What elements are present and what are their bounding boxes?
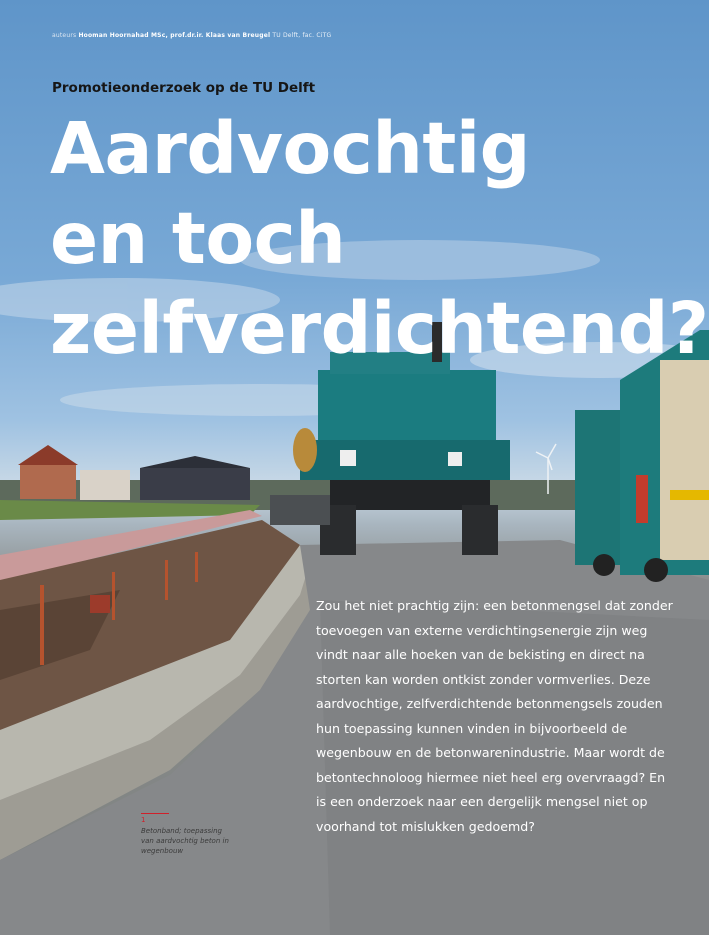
figure-number: 1 (141, 813, 169, 824)
kicker: Promotieonderzoek op de TU Delft (52, 80, 316, 96)
byline-affiliation: TU Delft, fac. CiTG (272, 32, 332, 39)
byline-label: auteurs (52, 32, 77, 39)
article-title (50, 104, 709, 374)
title-line: en toch (50, 197, 346, 280)
title-line: Aardvochtig (50, 107, 530, 190)
byline (52, 32, 331, 39)
figure-caption: Betonband; toepassing van aardvochtig beton in wegenbouw (141, 827, 229, 855)
lead-paragraph: Zou het niet prachtig zijn: een betonmengsel dat zonder toevoegen van externe verdichtingsenergie zijn weg vindt naar alle hoeken van de bekisting en direct na storten kan worden ontkist zonder vormverlies. Deze aardvochtige, zelfverdichtende betonmengsels zouden hun toepassing kunnen vinden in bijvoorbeeld de wegenbouw en de betonwarenindustrie. Maar wordt de betontechnoloog hiermee niet heel erg overvraagd? En is een onderzoek naar een dergelijk mengsel niet op voorhand tot mislukken gedoemd? (316, 598, 673, 834)
title-line: zelfverdichtend? (50, 287, 709, 370)
byline-authors: Hooman Hoornahad MSc, prof.dr.ir. Klaas van Breugel (78, 32, 271, 39)
